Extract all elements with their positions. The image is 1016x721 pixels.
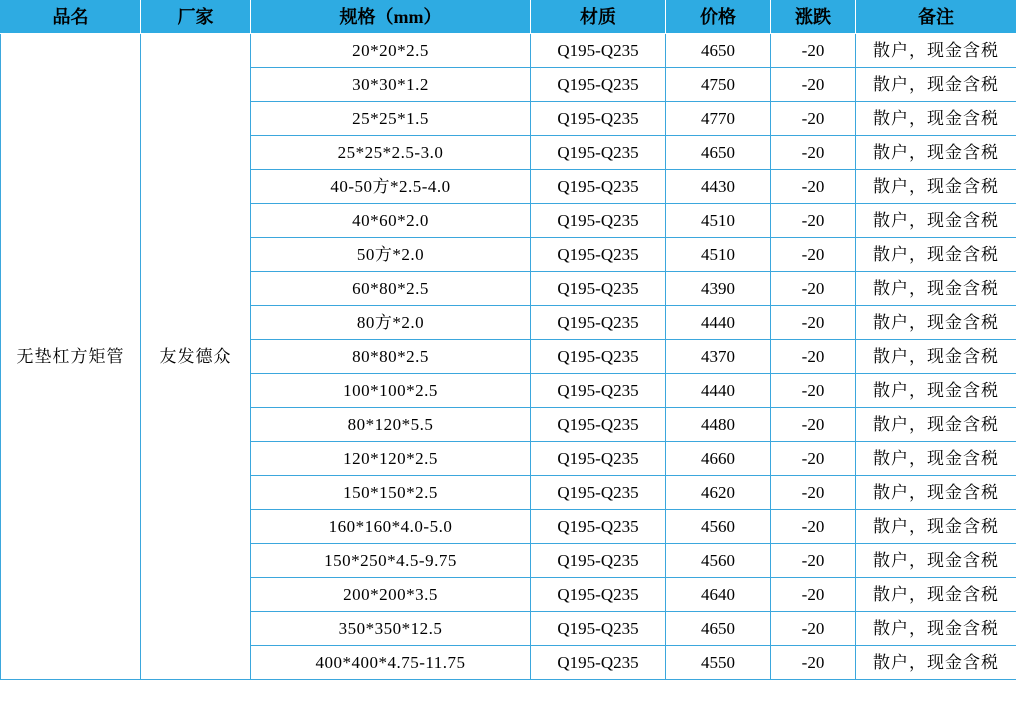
spec-cell: 80*120*5.5 [251, 408, 531, 442]
material-cell: Q195-Q235 [531, 408, 666, 442]
header-row [1, 1, 1016, 34]
spec-cell: 120*120*2.5 [251, 442, 531, 476]
price-cell: 4770 [666, 102, 771, 136]
remark-cell: 散户，现金含税 [856, 340, 1016, 374]
remark-cell: 散户，现金含税 [856, 204, 1016, 238]
remark-cell: 散户，现金含税 [856, 306, 1016, 340]
price-cell: 4480 [666, 408, 771, 442]
change-cell: -20 [771, 510, 856, 544]
change-cell: -20 [771, 170, 856, 204]
change-cell: -20 [771, 238, 856, 272]
material-cell: Q195-Q235 [531, 204, 666, 238]
remark-cell: 散户，现金含税 [856, 238, 1016, 272]
change-cell: -20 [771, 340, 856, 374]
change-cell: -20 [771, 612, 856, 646]
material-cell: Q195-Q235 [531, 510, 666, 544]
column-header-material: 材质 [531, 1, 666, 34]
change-cell: -20 [771, 578, 856, 612]
price-cell: 4750 [666, 68, 771, 102]
change-cell: -20 [771, 136, 856, 170]
price-cell: 4510 [666, 238, 771, 272]
price-cell: 4390 [666, 272, 771, 306]
remark-cell: 散户，现金含税 [856, 510, 1016, 544]
spec-cell: 80*80*2.5 [251, 340, 531, 374]
price-cell: 4440 [666, 374, 771, 408]
change-cell: -20 [771, 544, 856, 578]
change-cell: -20 [771, 374, 856, 408]
change-cell: -20 [771, 68, 856, 102]
material-cell: Q195-Q235 [531, 170, 666, 204]
remark-cell: 散户，现金含税 [856, 442, 1016, 476]
price-cell: 4620 [666, 476, 771, 510]
price-cell: 4440 [666, 306, 771, 340]
change-cell: -20 [771, 34, 856, 68]
table-row [1, 34, 1016, 68]
change-cell: -20 [771, 272, 856, 306]
material-cell: Q195-Q235 [531, 374, 666, 408]
material-cell: Q195-Q235 [531, 612, 666, 646]
remark-cell: 散户，现金含税 [856, 272, 1016, 306]
remark-cell: 散户，现金含税 [856, 102, 1016, 136]
remark-cell: 散户，现金含税 [856, 34, 1016, 68]
price-cell: 4370 [666, 340, 771, 374]
column-header-remark: 备注 [856, 1, 1016, 34]
change-cell: -20 [771, 408, 856, 442]
material-cell: Q195-Q235 [531, 34, 666, 68]
material-cell: Q195-Q235 [531, 476, 666, 510]
factory-name-cell: 友发德众 [141, 34, 251, 680]
remark-cell: 散户，现金含税 [856, 612, 1016, 646]
table-body [1, 34, 1016, 680]
price-cell: 4650 [666, 136, 771, 170]
spec-cell: 50方*2.0 [251, 238, 531, 272]
spec-cell: 150*150*2.5 [251, 476, 531, 510]
remark-cell: 散户，现金含税 [856, 68, 1016, 102]
price-cell: 4640 [666, 578, 771, 612]
table-header [1, 1, 1016, 34]
price-cell: 4510 [666, 204, 771, 238]
price-cell: 4430 [666, 170, 771, 204]
spec-cell: 20*20*2.5 [251, 34, 531, 68]
spec-cell: 160*160*4.0-5.0 [251, 510, 531, 544]
spec-cell: 60*80*2.5 [251, 272, 531, 306]
remark-cell: 散户，现金含税 [856, 476, 1016, 510]
material-cell: Q195-Q235 [531, 646, 666, 680]
change-cell: -20 [771, 646, 856, 680]
spec-cell: 40*60*2.0 [251, 204, 531, 238]
spec-cell: 30*30*1.2 [251, 68, 531, 102]
column-header-change: 涨跌 [771, 1, 856, 34]
spec-cell: 25*25*2.5-3.0 [251, 136, 531, 170]
spec-cell: 350*350*12.5 [251, 612, 531, 646]
change-cell: -20 [771, 442, 856, 476]
spec-cell: 200*200*3.5 [251, 578, 531, 612]
remark-cell: 散户，现金含税 [856, 170, 1016, 204]
remark-cell: 散户，现金含税 [856, 408, 1016, 442]
spec-cell: 100*100*2.5 [251, 374, 531, 408]
remark-cell: 散户，现金含税 [856, 374, 1016, 408]
column-header-spec: 规格（mm） [251, 1, 531, 34]
remark-cell: 散户，现金含税 [856, 578, 1016, 612]
spec-cell: 25*25*1.5 [251, 102, 531, 136]
remark-cell: 散户，现金含税 [856, 544, 1016, 578]
product-name-cell: 无垫杠方矩管 [1, 34, 141, 680]
material-cell: Q195-Q235 [531, 578, 666, 612]
price-cell: 4650 [666, 612, 771, 646]
price-cell: 4660 [666, 442, 771, 476]
material-cell: Q195-Q235 [531, 102, 666, 136]
change-cell: -20 [771, 204, 856, 238]
change-cell: -20 [771, 306, 856, 340]
price-cell: 4650 [666, 34, 771, 68]
spec-cell: 150*250*4.5-9.75 [251, 544, 531, 578]
price-cell: 4560 [666, 544, 771, 578]
spec-cell: 400*400*4.75-11.75 [251, 646, 531, 680]
remark-cell: 散户，现金含税 [856, 136, 1016, 170]
material-cell: Q195-Q235 [531, 68, 666, 102]
price-cell: 4560 [666, 510, 771, 544]
material-cell: Q195-Q235 [531, 544, 666, 578]
material-cell: Q195-Q235 [531, 136, 666, 170]
material-cell: Q195-Q235 [531, 272, 666, 306]
column-header-factory: 厂家 [141, 1, 251, 34]
column-header-price: 价格 [666, 1, 771, 34]
material-cell: Q195-Q235 [531, 442, 666, 476]
price-cell: 4550 [666, 646, 771, 680]
column-header-product-name: 品名 [1, 1, 141, 34]
material-cell: Q195-Q235 [531, 306, 666, 340]
spec-cell: 40-50方*2.5-4.0 [251, 170, 531, 204]
spec-cell: 80方*2.0 [251, 306, 531, 340]
change-cell: -20 [771, 102, 856, 136]
change-cell: -20 [771, 476, 856, 510]
material-cell: Q195-Q235 [531, 238, 666, 272]
remark-cell: 散户，现金含税 [856, 646, 1016, 680]
material-cell: Q195-Q235 [531, 340, 666, 374]
